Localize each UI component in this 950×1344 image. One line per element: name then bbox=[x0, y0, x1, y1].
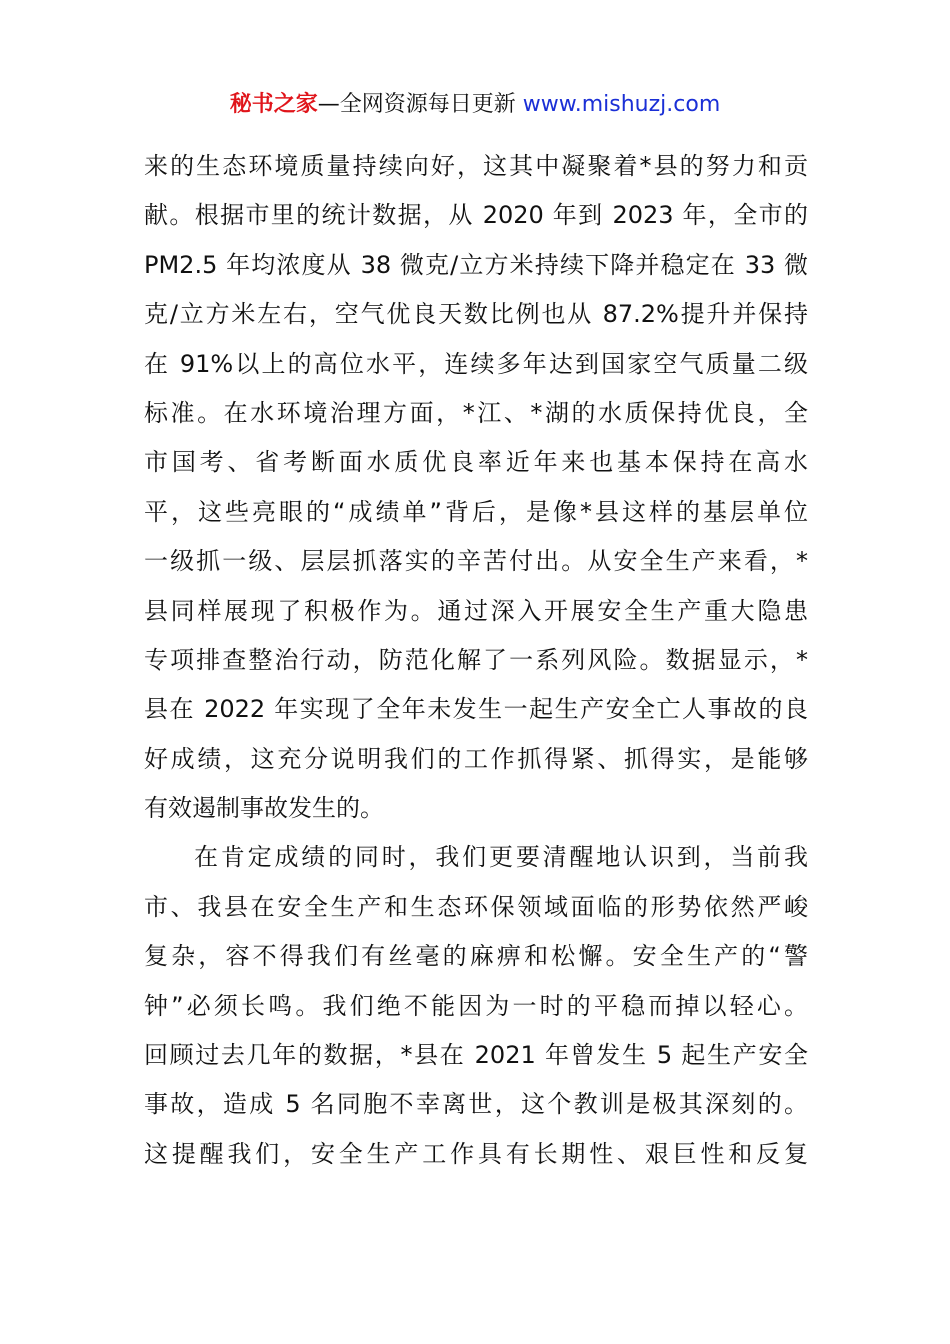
text-line: 克/立方米左右，空气优良天数比例也从 87.2%提升并保持 bbox=[144, 300, 808, 329]
text-line: 在肯定成绩的同时，我们更要清醒地认识到，当前我 bbox=[194, 843, 808, 872]
site-brand: 秘书之家 bbox=[229, 92, 318, 117]
site-url-link[interactable]: www.mishuzj.com bbox=[522, 92, 721, 117]
text-line: 一级抓一级、层层抓落实的辛苦付出。从安全生产来看，* bbox=[144, 547, 808, 576]
text-line: 市国考、省考断面水质优良率近年来也基本保持在高水 bbox=[144, 448, 808, 477]
text-line: 专项排查整治行动，防范化解了一系列风险。数据显示，* bbox=[144, 645, 808, 674]
paragraph bbox=[144, 142, 808, 833]
text-line: 来的生态环境质量持续向好，这其中凝聚着*县的努力和贡 bbox=[144, 152, 808, 180]
text-line: 献。根据市里的统计数据，从 2020 年到 2023 年，全市的 bbox=[144, 201, 808, 230]
text-line: 回顾过去几年的数据，*县在 2021 年曾发生 5 起生产安全 bbox=[144, 1041, 808, 1070]
text-line: 县在 2022 年实现了全年未发生一起生产安全亡人事故的良 bbox=[144, 695, 808, 724]
text-line: 市、我县在安全生产和生态环保领域面临的形势依然严峻 bbox=[144, 892, 808, 921]
text-line: PM2.5 年均浓度从 38 微克/立方米持续下降并稳定在 33 微 bbox=[144, 250, 808, 279]
site-tagline: —全网资源每日更新 bbox=[317, 92, 516, 117]
text-line: 钟”必须长鸣。我们绝不能因为一时的平稳而掉以轻心。 bbox=[144, 991, 808, 1020]
text-line: 事故，造成 5 名同胞不幸离世，这个教训是极其深刻的。 bbox=[144, 1090, 808, 1119]
text-line: 有效遏制事故发生的。 bbox=[144, 794, 384, 823]
site-header bbox=[0, 88, 950, 122]
text-line: 复杂，容不得我们有丝毫的麻痹和松懈。安全生产的“警 bbox=[144, 942, 808, 971]
document-body bbox=[144, 142, 808, 1179]
text-line: 在 91%以上的高位水平，连续多年达到国家空气质量二级 bbox=[144, 349, 808, 378]
text-line: 县同样展现了积极作为。通过深入开展安全生产重大隐患 bbox=[144, 596, 808, 625]
text-line: 好成绩，这充分说明我们的工作抓得紧、抓得实，是能够 bbox=[144, 744, 808, 773]
text-line: 标准。在水环境治理方面，*江、*湖的水质保持优良，全 bbox=[144, 398, 808, 427]
text-line: 这提醒我们，安全生产工作具有长期性、艰巨性和反复 bbox=[144, 1139, 808, 1168]
paragraph bbox=[144, 833, 808, 1179]
text-line: 平，这些亮眼的“成绩单”背后，是像*县这样的基层单位 bbox=[144, 497, 808, 526]
